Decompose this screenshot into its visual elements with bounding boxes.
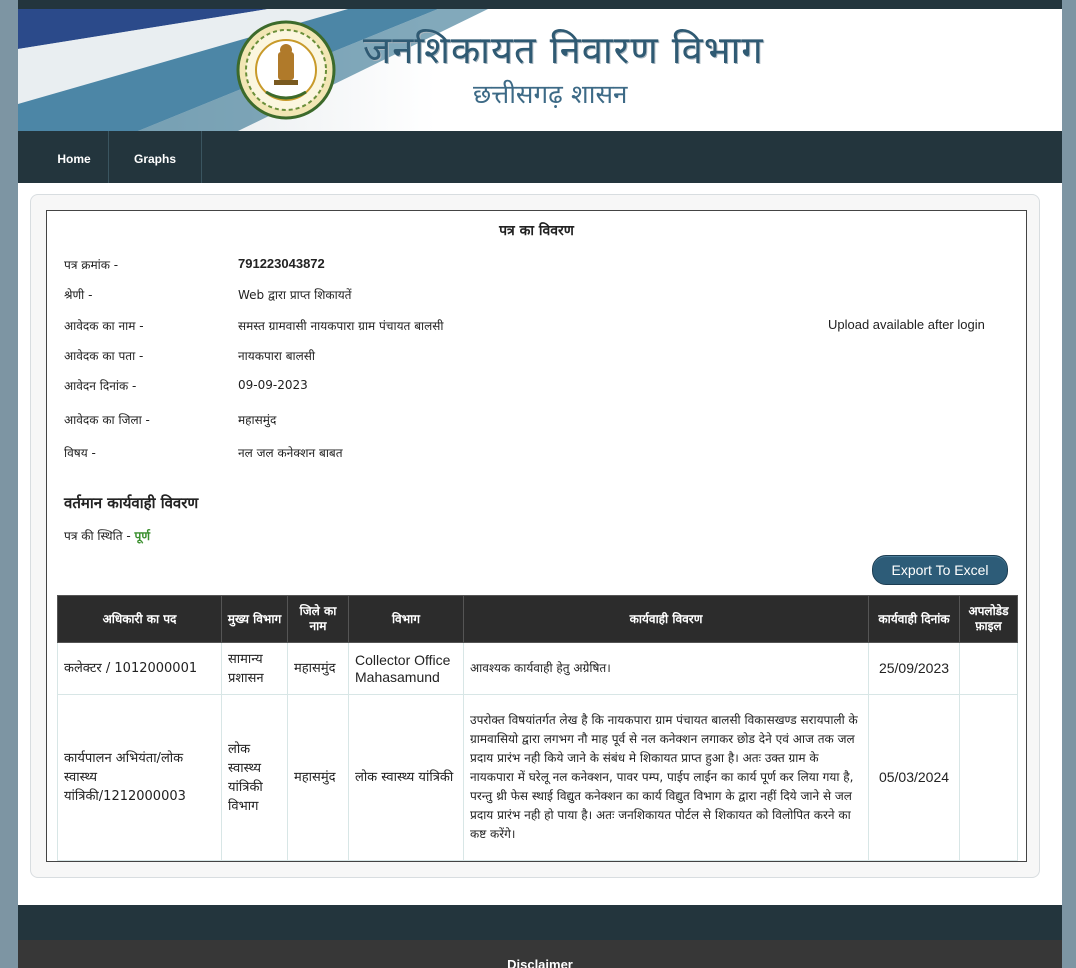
- field-label-subject: विषय -: [64, 446, 96, 460]
- field-label-applicant-name: आवेदक का नाम -: [64, 319, 144, 333]
- field-label-letter-no: पत्र क्रमांक -: [64, 258, 119, 272]
- action-table: [57, 595, 1018, 861]
- field-label-application-date: आवेदन दिनांक -: [64, 379, 137, 393]
- col-header-officer: अधिकारी का पद: [58, 596, 222, 643]
- disclaimer-link[interactable]: Disclaimer: [18, 940, 1062, 968]
- cell-district: महासमुंद: [288, 695, 349, 861]
- cell-district: महासमुंद: [288, 643, 349, 695]
- col-header-date: कार्यवाही दिनांक: [869, 596, 960, 643]
- col-header-dept: विभाग: [349, 596, 464, 643]
- status-badge: पूर्ण: [134, 529, 151, 543]
- table-row: [58, 695, 1018, 861]
- cell-dept: लोक स्वास्थ्य यांत्रिकी: [349, 695, 464, 861]
- upload-note: Upload available after login: [828, 317, 985, 332]
- cell-file: [960, 695, 1018, 861]
- cell-main-dept: सामान्य प्रशासन: [222, 643, 288, 695]
- field-value-application-date: 09-09-2023: [238, 378, 308, 392]
- content-panel: [30, 194, 1040, 878]
- field-value-subject: नल जल कनेक्शन बाबत: [238, 446, 343, 460]
- letter-section-title: पत्र का विवरण: [499, 223, 574, 239]
- cell-file: [960, 643, 1018, 695]
- main-nav: [18, 131, 1062, 183]
- footer-bar: [18, 905, 1062, 940]
- letter-status: [64, 527, 150, 544]
- cell-date: 05/03/2024: [869, 695, 960, 861]
- col-header-file: अपलोडेड फ़ाइल: [960, 596, 1018, 643]
- cell-main-dept: लोक स्वास्थ्य यांत्रिकी विभाग: [222, 695, 288, 861]
- status-label: पत्र की स्थिति -: [64, 529, 131, 543]
- banner-subtitle: छत्तीसगढ़ शासन: [473, 80, 628, 110]
- col-header-district: जिले का नाम: [288, 596, 349, 643]
- field-value-district: महासमुंद: [238, 413, 277, 427]
- letter-details-box: [46, 210, 1027, 862]
- top-strip: [18, 0, 1062, 9]
- export-to-excel-button[interactable]: Export To Excel: [872, 555, 1008, 585]
- page-wrapper: [18, 0, 1062, 968]
- cell-officer: कार्यपालन अभियंता/लोक स्वास्थ्य यांत्रिकी/1212000003: [58, 695, 222, 861]
- cell-officer: कलेक्टर / 1012000001: [58, 643, 222, 695]
- field-label-category: श्रेणी -: [64, 288, 93, 302]
- field-value-applicant-name: समस्त ग्रामवासी नायकपारा ग्राम पंचायत बालसी: [238, 319, 444, 333]
- cell-detail: उपरोक्त विषयांतर्गत लेख है कि नायकपारा ग्राम पंचायत बालसी विकासखण्ड सरायपाली के ग्रामवासियो द्वारा लगभग नौ माह पूर्व से नल कनेक्शन लगाकर छोड देने एवं आज तक जल प्रदाय प्रारंभ नही किये जाने के संबंध मे शिकायत प्राप्त हुआ है। अतः उक्त ग्राम के नायकपारा में घरेलू नल कनेक्शन, पावर पम्प, पाईप लाईन का कार्य पूर्ण कर लिया गया है, परन्तु थ्री फेस स्थाई विद्युत कनेक्शन का कार्य विद्युत विभाग के द्वारा नहीं दिये जाने से जल प्रदाय प्रारंभ नही हो पाया है। अतः जनशिकायत पोर्टल से शिकायत को विलोपित करने का कष्ट करेंगे।: [464, 695, 869, 861]
- banner-title: जनशिकायत निवारण विभाग: [363, 28, 764, 72]
- site-banner: [18, 9, 1062, 131]
- state-emblem-icon: [236, 20, 336, 120]
- field-value-category: Web द्वारा प्राप्त शिकायतें: [238, 288, 352, 302]
- col-header-main-dept: मुख्य विभाग: [222, 596, 288, 643]
- table-row: [58, 643, 1018, 695]
- nav-graphs[interactable]: Graphs: [109, 131, 202, 183]
- cell-dept: Collector Office Mahasamund: [349, 643, 464, 695]
- field-value-applicant-address: नायकपारा बालसी: [238, 349, 316, 363]
- current-action-title: वर्तमान कार्यवाही विवरण: [64, 494, 199, 512]
- field-value-letter-no: 791223043872: [238, 256, 325, 271]
- field-label-applicant-address: आवेदक का पता -: [64, 349, 144, 363]
- table-header-row: [58, 596, 1018, 643]
- cell-detail: आवश्यक कार्यवाही हेतु अग्रेषित।: [464, 643, 869, 695]
- col-header-detail: कार्यवाही विवरण: [464, 596, 869, 643]
- field-label-district: आवेदक का जिला -: [64, 413, 150, 427]
- nav-home[interactable]: Home: [40, 131, 109, 183]
- cell-date: 25/09/2023: [869, 643, 960, 695]
